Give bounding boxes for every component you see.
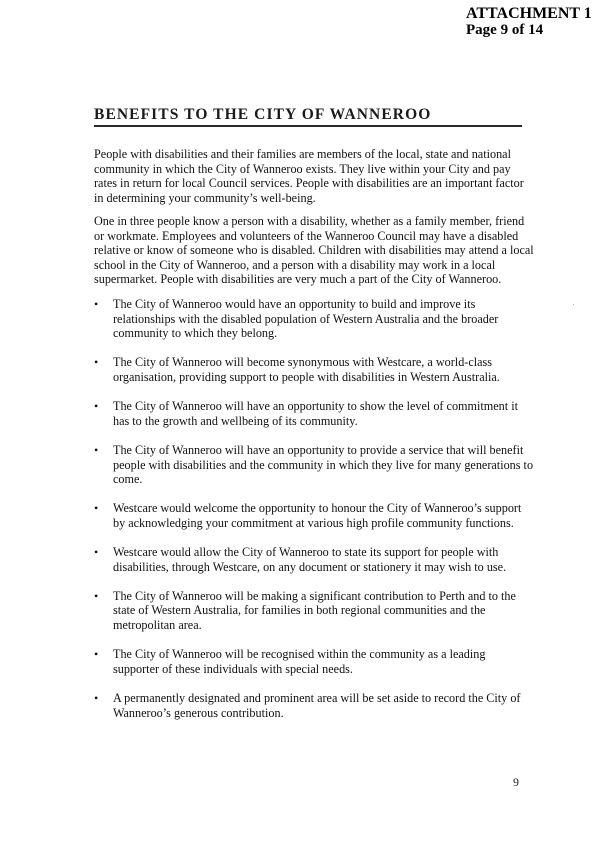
- benefit-item: [94, 443, 534, 487]
- benefit-item: [94, 399, 534, 428]
- bullet-icon: •: [94, 647, 99, 662]
- section-heading: BENEFITS TO THE CITY OF WANNEROO: [94, 106, 522, 127]
- benefit-item: [94, 355, 534, 384]
- attachment-header: [466, 5, 592, 39]
- bullet-icon: •: [94, 442, 99, 457]
- benefit-item: [94, 297, 534, 341]
- benefit-text: The City of Wanneroo will be making a significant contribution to Perth and to the state of Western Australia, for families in both regional communities and the metropolitan area.: [113, 588, 516, 633]
- benefit-item: [94, 589, 534, 633]
- benefit-text: The City of Wanneroo will have an opportunity to show the level of commitment it has to the growth and wellbeing of its community.: [113, 399, 518, 428]
- benefit-text: Westcare would welcome the opportunity to honour the City of Wanneroo’s support by acknowledging your commitment at various high profile community functions.: [113, 501, 522, 530]
- bullet-icon: •: [94, 691, 99, 706]
- page-number: 9: [513, 775, 519, 789]
- benefits-list: [94, 297, 534, 720]
- benefit-item: [94, 545, 534, 574]
- bullet-icon: •: [94, 588, 99, 603]
- benefit-text: The City of Wanneroo would have an opportunity to build and improve its relationships with the disabled population of Western Australia and the broader community to which they belong.: [113, 297, 499, 341]
- benefit-text: A permanently designated and prominent area will be set aside to record the City of Wanneroo’s generous contribution.: [113, 691, 521, 720]
- benefit-text: The City of Wanneroo will be recognised within the community as a leading supporter of these individuals with special needs.: [113, 647, 486, 676]
- bullet-icon: •: [94, 355, 99, 370]
- page-indicator: Page 9 of 14: [466, 22, 544, 38]
- benefit-text: The City of Wanneroo will have an opportunity to provide a service that will benefit people with disabilities and the community in which they live for many generations to come.: [113, 442, 534, 487]
- benefit-text: Westcare would allow the City of Wanneroo to state its support for people with disabilities, through Westcare, on any document or stationery it may wish to use.: [113, 545, 507, 574]
- bullet-icon: •: [94, 297, 99, 311]
- scan-artifact: [573, 304, 574, 305]
- benefit-text: The City of Wanneroo will become synonymous with Westcare, a world-class organisation, providing support to people with disabilities in Western Australia.: [113, 355, 500, 384]
- bullet-icon: •: [94, 545, 99, 560]
- bullet-icon: •: [94, 501, 99, 516]
- benefit-item: [94, 691, 534, 720]
- context-paragraph: One in three people know a person with a disability, whether as a family member, friend or workmate. Employees and volunteers of the Wanneroo Council may have a disabled relative or know of someone who is disabled. Children with disabilities may attend a local school in the City of Wanneroo, and a person with a disability may work in a local supermarket. People with disabilities are very much a part of the City of Wanneroo.: [94, 214, 534, 287]
- attachment-label: ATTACHMENT 1: [466, 5, 592, 22]
- bullet-icon: •: [94, 399, 99, 414]
- intro-paragraph: People with disabilities and their families are members of the local, state and national community in which the City of Wanneroo exists. They live within your City and pay rates in return for local Council services. People with disabilities are an important factor in determining your community’s well-being.: [94, 147, 524, 205]
- benefit-item: [94, 501, 534, 530]
- benefit-item: [94, 647, 534, 676]
